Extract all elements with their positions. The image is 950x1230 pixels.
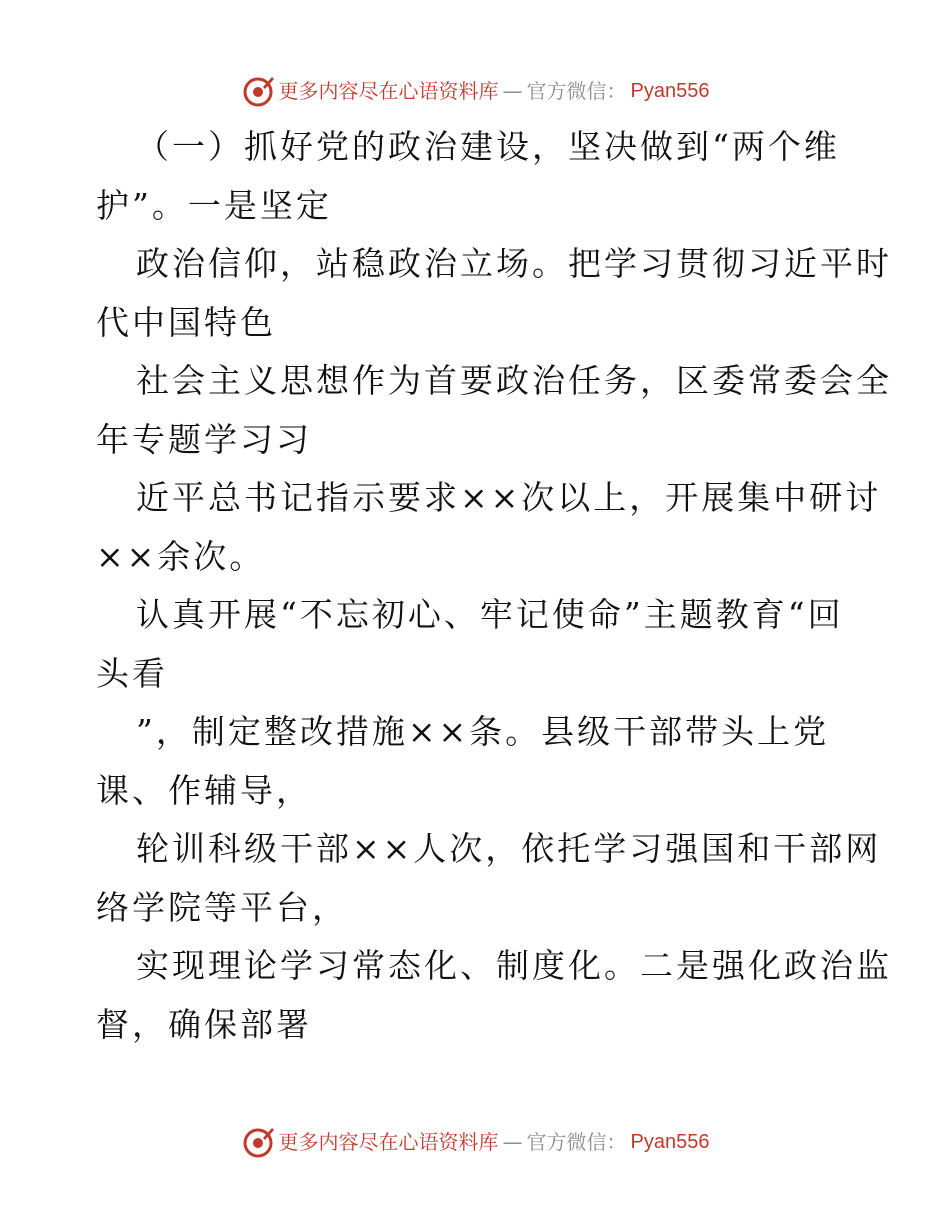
text-line: 代中国特色: [96, 302, 276, 342]
watermark-brand-text: 更多内容尽在心语资料库: [278, 1130, 499, 1154]
text-line: 认真开展“不忘初心、牢记使命”主题教育“回: [136, 595, 844, 634]
brush-logo-icon: [241, 1125, 275, 1159]
text-line: 护”。一是坚定: [96, 185, 332, 225]
watermark-brand-text: 更多内容尽在心语资料库: [278, 79, 499, 103]
watermark-account: Pyan556: [630, 1131, 710, 1153]
watermark-dash: —: [502, 1130, 523, 1154]
text-line: 络学院等平台，: [96, 887, 348, 927]
watermark-label: 官方微信：: [526, 1130, 627, 1154]
watermark-dash: —: [502, 79, 523, 103]
text-line: 课、作辅导，: [96, 770, 312, 810]
text-line: 头看: [96, 653, 168, 693]
document-body: [96, 118, 892, 1054]
watermark-label: 官方微信：: [526, 79, 627, 103]
text-line: （一）抓好党的政治建设，坚决做到“两个维: [136, 127, 840, 166]
text-line: 近平总书记指示要求××次以上，开展集中研讨: [136, 478, 882, 517]
text-line: 政治信仰，站稳政治立场。把学习贯彻习近平时: [136, 244, 892, 283]
text-line: 督，确保部署: [96, 1004, 312, 1044]
text-line: ”，制定整改措施××条。县级干部带头上党: [136, 712, 830, 751]
text-line: 社会主义思想作为首要政治任务，区委常委会全: [136, 361, 892, 400]
brush-logo-icon: [241, 74, 275, 108]
text-line: 年专题学习习: [96, 419, 312, 459]
text-line: 轮训科级干部××人次，依托学习强国和干部网: [136, 829, 882, 868]
text-line: 实现理论学习常态化、制度化。二是强化政治监: [136, 946, 892, 985]
watermark-account: Pyan556: [630, 80, 710, 102]
text-line: ××余次。: [96, 536, 266, 576]
footer-watermark: [0, 1125, 950, 1159]
header-watermark: [0, 74, 950, 108]
